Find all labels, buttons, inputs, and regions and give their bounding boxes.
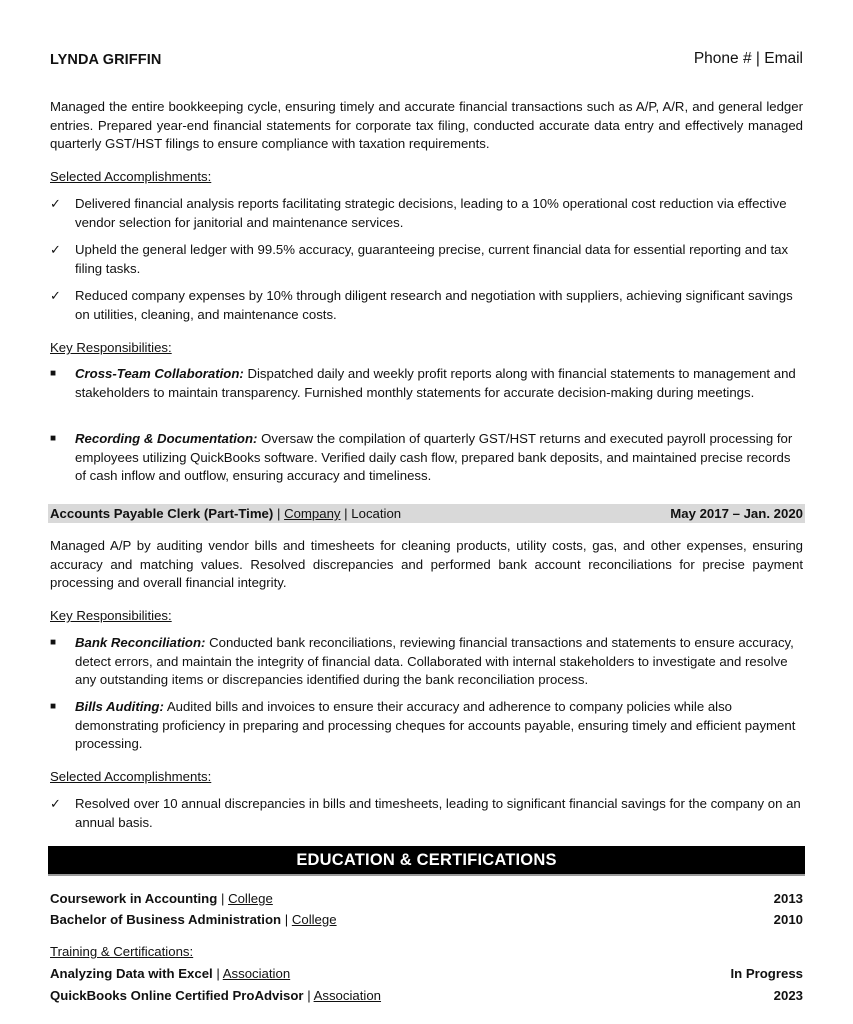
separator: |	[273, 506, 285, 521]
candidate-name: LYNDA GRIFFIN	[50, 52, 162, 68]
degree-year: 2010	[773, 912, 803, 927]
responsibility-body: Conducted bank reconciliations, reviewing financial transactions and statements to ensure accuracy, detect errors, and maintain the integrity of financial data. Collaborated with internal stakeholders to investigate and resolve any outstanding items or discrepancies identified during the bank reconciliation process.	[75, 635, 794, 688]
certification-status: In Progress	[730, 966, 803, 981]
school-name: College	[291, 912, 337, 927]
degree-year: 2013	[773, 891, 803, 906]
square-bullet-icon: ■	[50, 433, 57, 444]
separator: |	[212, 966, 223, 981]
checkmark-icon: ✓	[50, 796, 61, 811]
responsibility-body: Dispatched daily and weekly profit reports along with financial statements to management and stakeholders to maintain transparency. Furnished monthly statements for accurate decision-making during meetings.	[75, 366, 796, 400]
checkmark-icon: ✓	[50, 242, 61, 257]
accomplishments-heading: Selected Accomplishments:	[50, 769, 212, 784]
degree-row	[50, 910, 803, 929]
square-bullet-icon: ■	[50, 701, 57, 712]
accomplishments-heading: Selected Accomplishments:	[50, 169, 212, 184]
summary-paragraph: Managed the entire bookkeeping cycle, ensuring timely and accurate financial transactions such as A/P, A/R, and general ledger entries. Prepared year-end financial statements for corporate tax filing, conducted accurate data entry and effectively managed quarterly GST/HST filings to ensure compliance with taxation requirements.	[50, 99, 803, 152]
certification-status: 2023	[773, 988, 803, 1003]
responsibilities-heading: Key Responsibilities:	[50, 340, 172, 355]
contact-info: Phone # | Email	[693, 50, 803, 67]
separator: |	[303, 988, 314, 1003]
separator: |	[340, 506, 352, 521]
job-title-line	[50, 504, 401, 523]
company-name: Company	[284, 506, 341, 521]
separator: |	[217, 891, 229, 906]
responsibility-title: Cross-Team Collaboration:	[75, 366, 244, 381]
issuer-name: Association	[222, 966, 291, 981]
resume-header	[50, 50, 803, 72]
responsibility-title: Bills Auditing:	[75, 699, 164, 714]
job-title: Accounts Payable Clerk (Part-Time)	[50, 506, 274, 521]
responsibility-text	[75, 698, 803, 754]
issuer-name: Association	[313, 988, 382, 1003]
job-location: Location	[351, 506, 402, 521]
accomplishment-text: Upheld the general ledger with 99.5% accuracy, guaranteeing precise, current financial data for essential reporting and tax filing tasks.	[75, 242, 789, 276]
school-name: College	[228, 891, 273, 906]
responsibility-title: Bank Reconciliation:	[75, 635, 206, 650]
job-header-bar	[48, 504, 805, 523]
degree-name: Coursework in Accounting	[50, 891, 218, 906]
degree-name: Bachelor of Business Administration	[50, 912, 282, 927]
accomplishment-text: Resolved over 10 annual discrepancies in bills and timesheets, leading to significant financial savings for the company on an annual basis.	[75, 796, 801, 830]
job-summary-paragraph: Managed A/P by auditing vendor bills and timesheets for cleaning products, utility costs, gas, and other expenses, ensuring accuracy and matching values. Resolved discrepancies and performed bank account reconciliations for precise payment processing and overall financial integrity.	[50, 538, 803, 591]
responsibility-text	[75, 634, 803, 690]
job-dates: May 2017 – Jan. 2020	[670, 506, 803, 521]
training-heading: Training & Certifications:	[50, 944, 194, 959]
responsibility-body: Audited bills and invoices to ensure their accuracy and adherence to company policies while also demonstrating proficiency in preparing and processing cheques for accounts payable, ensuring timely and efficient payment processing.	[75, 699, 796, 752]
square-bullet-icon: ■	[50, 637, 57, 648]
checkmark-icon: ✓	[50, 196, 61, 211]
certification-name: Analyzing Data with Excel	[50, 966, 213, 981]
degree-row	[50, 889, 803, 908]
certification-row	[50, 964, 803, 983]
separator: |	[281, 912, 292, 927]
responsibilities-heading: Key Responsibilities:	[50, 608, 172, 623]
checkmark-icon: ✓	[50, 288, 61, 303]
certification-row	[50, 986, 803, 1005]
square-bullet-icon: ■	[50, 368, 57, 379]
responsibility-text	[75, 430, 803, 486]
education-section-bar	[48, 846, 805, 876]
education-heading: EDUCATION & CERTIFICATIONS	[296, 851, 557, 869]
accomplishment-text: Delivered financial analysis reports facilitating strategic decisions, leading to a 10% operational cost reduction via effective vendor selection for janitorial and maintenance services.	[75, 196, 787, 230]
accomplishment-text: Reduced company expenses by 10% through diligent research and negotiation with suppliers, achieving significant savings on utilities, cleaning, and maintenance costs.	[75, 288, 793, 322]
responsibility-text	[75, 365, 803, 402]
certification-name: QuickBooks Online Certified ProAdvisor	[50, 988, 304, 1003]
responsibility-body: Oversaw the compilation of quarterly GST/HST returns and executed payroll processing for employees utilizing QuickBooks software. Verified daily cash flow, prepared bank deposits, and maintained precise records of cash inflow and outflow, ensuring accuracy and timeliness.	[75, 431, 793, 484]
responsibility-title: Recording & Documentation:	[75, 431, 258, 446]
